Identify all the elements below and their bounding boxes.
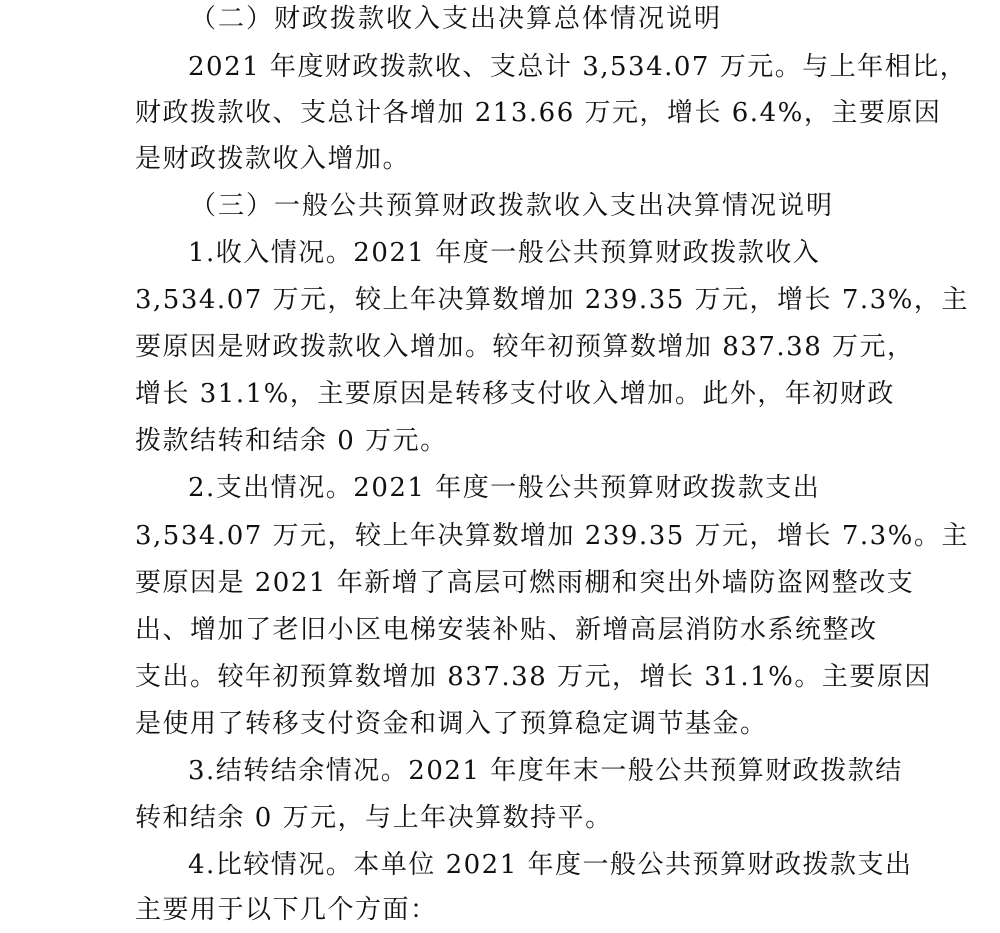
paragraph-line: 3,534.07 万元，较上年决算数增加 239.35 万元，增长 7.3%，主 [135, 285, 969, 315]
paragraph-line: 支出。较年初预算数增加 837.38 万元，增长 31.1%。主要原因 [135, 662, 932, 692]
paragraph-line: 是使用了转移支付资金和调入了预算稳定调节基金。 [135, 709, 768, 739]
paragraph-line: 3.结转结余情况。2021 年度年末一般公共预算财政拨款结 [188, 756, 903, 786]
section-heading-3: （三）一般公共预算财政拨款收入支出决算情况说明 [190, 191, 835, 221]
paragraph-line: 要原因是 2021 年新增了高层可燃雨棚和突出外墙防盗网整改支 [135, 568, 915, 598]
paragraph-line: 财政拨款收、支总计各增加 213.66 万元，增长 6.4%，主要原因 [135, 98, 942, 128]
paragraph-line: 2021 年度财政拨款收、支总计 3,534.07 万元。与上年相比， [188, 52, 968, 82]
paragraph-line: 转和结余 0 万元，与上年决算数持平。 [135, 803, 613, 833]
paragraph-line: 2.支出情况。2021 年度一般公共预算财政拨款支出 [188, 473, 821, 503]
paragraph-line: 3,534.07 万元，较上年决算数增加 239.35 万元，增长 7.3%。主 [135, 521, 969, 551]
paragraph-line: 增长 31.1%，主要原因是转移支付收入增加。此外，年初财政 [135, 379, 895, 409]
paragraph-line: 要原因是财政拨款收入增加。较年初预算数增加 837.38 万元， [135, 332, 915, 362]
paragraph-line: 拨款结转和结余 0 万元。 [135, 426, 448, 456]
paragraph-line: 是财政拨款收入增加。 [135, 144, 411, 174]
paragraph-line: 主要用于以下几个方面： [135, 895, 438, 925]
paragraph-line: 出、增加了老旧小区电梯安装补贴、新增高层消防水系统整改 [135, 615, 878, 645]
paragraph-line: 1.收入情况。2021 年度一般公共预算财政拨款收入 [188, 238, 821, 268]
section-heading-2: （二）财政拨款收入支出决算总体情况说明 [190, 4, 723, 34]
paragraph-line: 4.比较情况。本单位 2021 年度一般公共预算财政拨款支出 [188, 850, 913, 880]
